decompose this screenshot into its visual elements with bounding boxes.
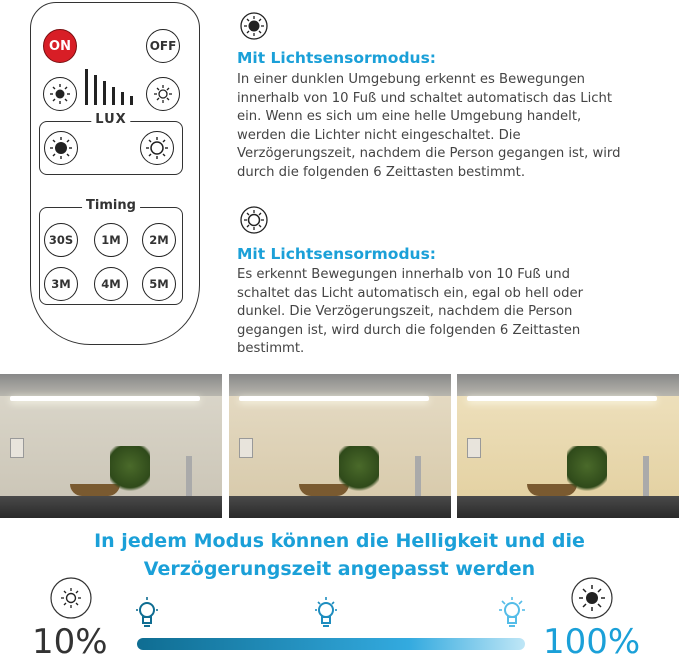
lux-sun-icon — [49, 136, 73, 160]
section-1-line: innerhalb von 10 Fuß und schaltet automatisch das Licht — [237, 90, 613, 106]
brightness-max-label: 100% — [543, 622, 641, 662]
section-1-line: Verzögerungszeit, nachdem die Person gegangen ist, wird — [237, 146, 621, 161]
dim-down-button[interactable] — [43, 77, 77, 111]
timing-5m-button[interactable]: 5M — [142, 267, 176, 301]
section-2-icon — [240, 206, 268, 238]
section-2-line: bestimmt. — [237, 341, 305, 356]
section-1-icon — [240, 12, 268, 44]
section-2-line: Es erkennt Bewegungen innerhalb von 10 Fuß und — [237, 267, 571, 282]
banner-line-2: Verzögerungszeit angepasst werden — [143, 558, 536, 580]
brightness-slider[interactable] — [137, 638, 525, 650]
off-button[interactable]: OFF — [146, 29, 180, 63]
timing-4m-button[interactable]: 4M — [94, 267, 128, 301]
banner-line-1: In jedem Modus können die Helligkeit und die — [94, 530, 585, 552]
section-1-line: In einer dunklen Umgebung erkennt es Bewegungen — [237, 72, 586, 87]
kitchen-photo-medium — [229, 374, 451, 518]
remote-control — [30, 2, 200, 345]
dim-up-button[interactable] — [146, 77, 180, 111]
brightness-level-bars — [83, 67, 141, 105]
kitchen-photo-dim — [0, 374, 222, 518]
sun-dark-icon — [571, 577, 613, 619]
section-2-line: dunkel. Die Verzögerungszeit, nachdem die Person — [237, 304, 573, 319]
section-1-line: ein. Wenn es sich um eine helle Umgebung handelt, — [237, 109, 582, 124]
brightness-max-icon — [571, 577, 613, 623]
section-2-line: schaltet das Licht automatisch ein, egal ob hell oder — [237, 285, 584, 301]
timing-label: Timing — [82, 198, 140, 213]
section-2-heading: Mit Lichtsensormodus: — [237, 245, 437, 263]
timing-30s-button[interactable]: 30S — [44, 223, 78, 257]
section-1-line: durch die folgenden 6 Zeittasten bestimmt. — [237, 164, 526, 180]
kitchen-photo-bright — [457, 374, 679, 518]
lux-sensor-off-button[interactable] — [140, 131, 174, 165]
sun-light-icon — [152, 83, 174, 105]
lux-label: LUX — [91, 112, 130, 127]
section-1-heading: Mit Lichtsensormodus: — [237, 49, 437, 67]
sun-dark-icon — [49, 83, 71, 105]
brightness-min-icon — [50, 577, 92, 623]
section-1-text — [237, 71, 677, 182]
section-1-line: werden die Lichter nicht eingeschaltet. Die — [237, 127, 521, 143]
lux-sun-icon — [240, 12, 268, 40]
section-2-text — [237, 266, 677, 359]
brightness-min-label: 10% — [32, 622, 108, 662]
timing-2m-button[interactable]: 2M — [142, 223, 176, 257]
section-2-line: gegangen ist, wird durch die folgenden 6 Zeittasten — [237, 322, 581, 338]
timing-3m-button[interactable]: 3M — [44, 267, 78, 301]
lux-sun-outline-icon — [240, 206, 268, 234]
bulb-high-icon — [497, 597, 527, 633]
on-button[interactable]: ON — [43, 29, 77, 63]
bulb-medium-icon — [313, 597, 339, 633]
timing-1m-button[interactable]: 1M — [94, 223, 128, 257]
sun-light-icon — [50, 577, 92, 619]
bulb-low-icon — [134, 597, 160, 633]
lux-sun-outline-icon — [145, 136, 169, 160]
lux-sensor-on-button[interactable] — [44, 131, 78, 165]
timing-group — [39, 198, 183, 305]
lux-group — [39, 112, 183, 175]
